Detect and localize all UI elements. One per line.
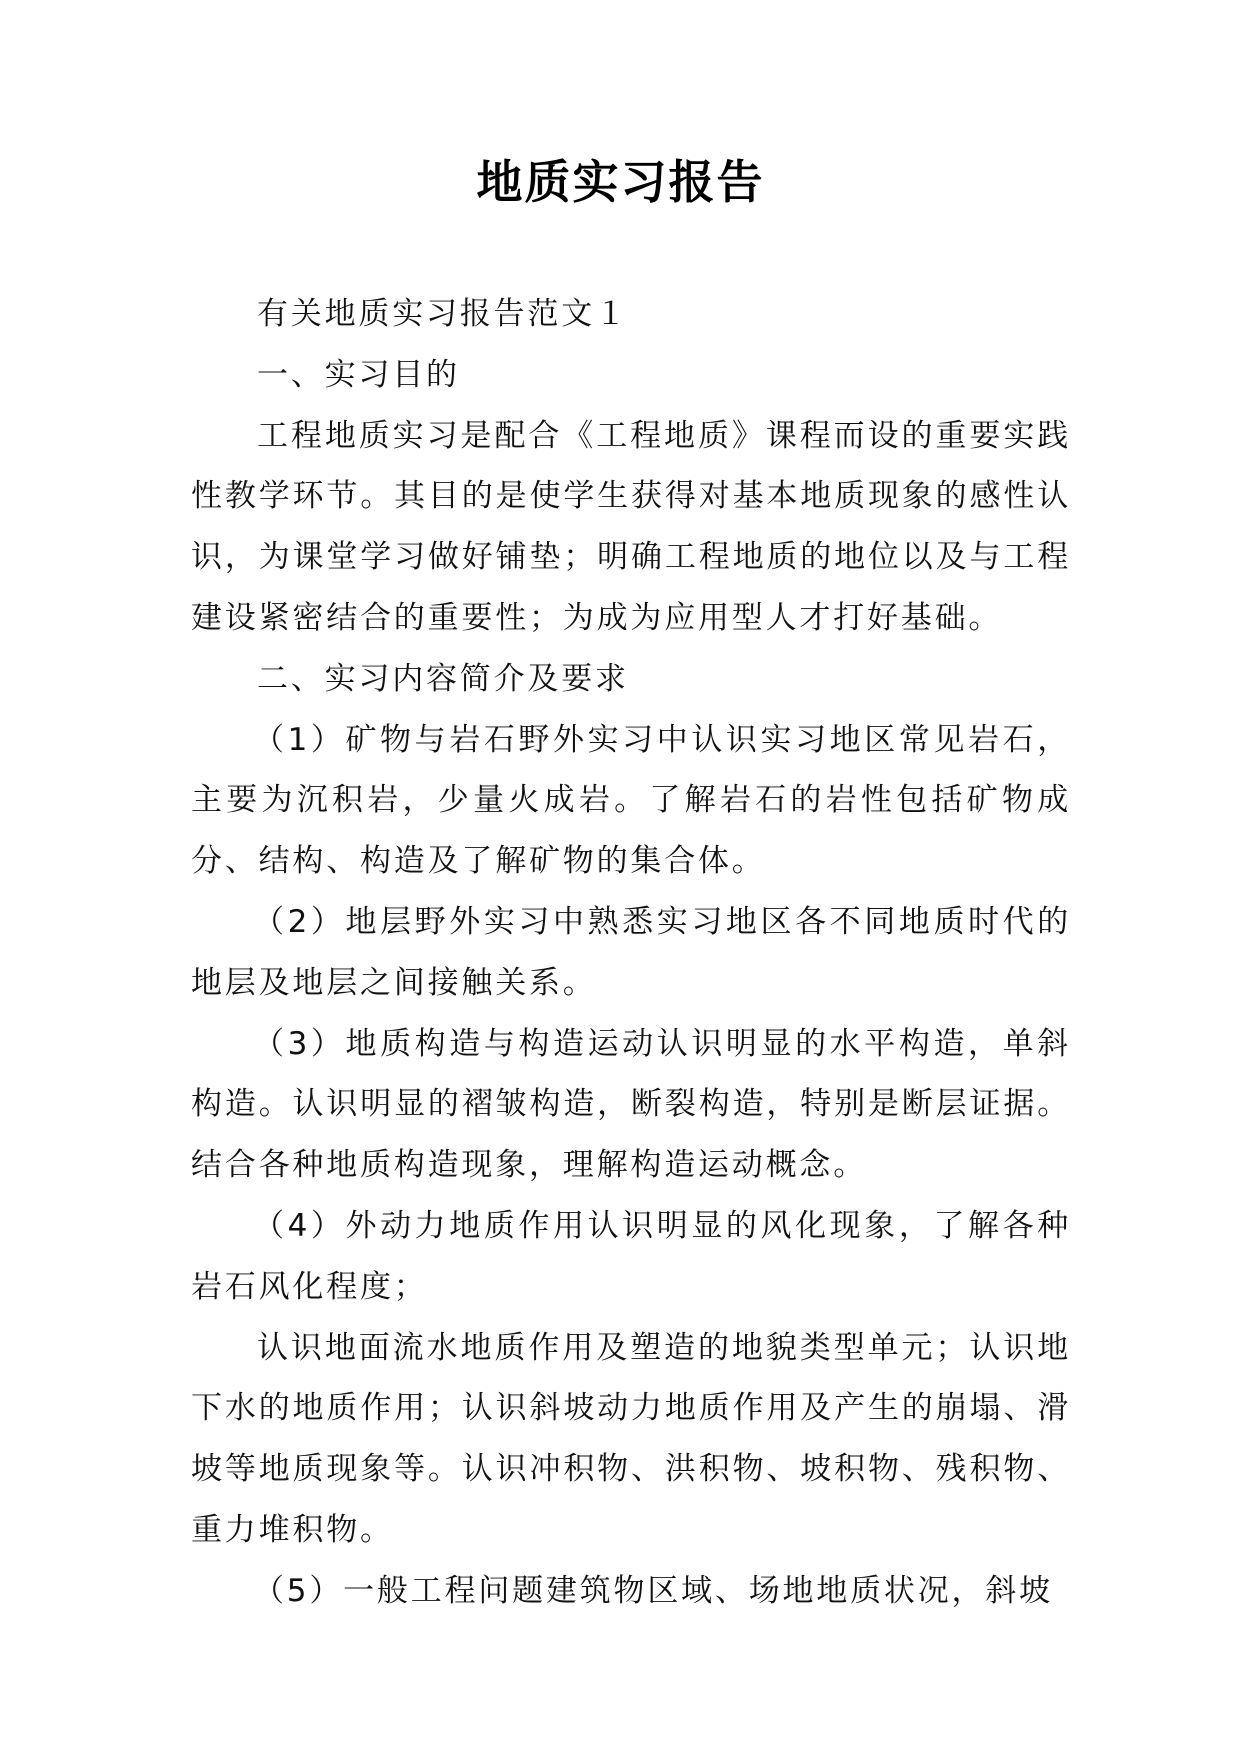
- section-heading-1: 一、实习目的: [257, 356, 460, 393]
- paragraph-subtitle: 有关地质实习报告范文１: [257, 296, 629, 332]
- section-heading-2: 二、实习内容简介及要求: [257, 660, 629, 697]
- list-item: （1）矿物与岩石野外实习中认识实习地区常见岩石，主要为沉积岩，少量火成岩。了解岩石的岩性包括矿物成分、结构、构造及了解矿物的集合体。: [191, 721, 1071, 880]
- list-item: （4）外动力地质作用认识明显的风化现象，了解各种岩石风化程度；: [191, 1207, 1071, 1305]
- document-body: [191, 284, 1071, 1622]
- list-item: （3）地质构造与构造运动认识明显的水平构造，单斜构造。认识明显的褶皱构造，断裂构造，特别是断层证据。结合各种地质构造现象，理解构造运动概念。: [191, 1025, 1071, 1184]
- list-item: （2）地层野外实习中熟悉实习地区各不同地质时代的地层及地层之间接触关系。: [191, 903, 1071, 1001]
- paragraph: 认识地面流水地质作用及塑造的地貌类型单元；认识地下水的地质作用；认识斜坡动力地质作用及产生的崩塌、滑坡等地质现象等。认识冲积物、洪积物、坡积物、残积物、重力堆积物。: [191, 1329, 1071, 1548]
- paragraph: 工程地质实习是配合《工程地质》课程而设的重要实践性教学环节。其目的是使学生获得对基本地质现象的感性认识，为课堂学习做好铺垫；明确工程地质的地位以及与工程建设紧密结合的重要性；为成为应用型人才打好基础。: [191, 417, 1071, 636]
- list-item: （5）一般工程问题建筑物区域、场地地质状况，斜坡: [253, 1572, 1053, 1609]
- document-title: 地质实习报告: [476, 155, 765, 209]
